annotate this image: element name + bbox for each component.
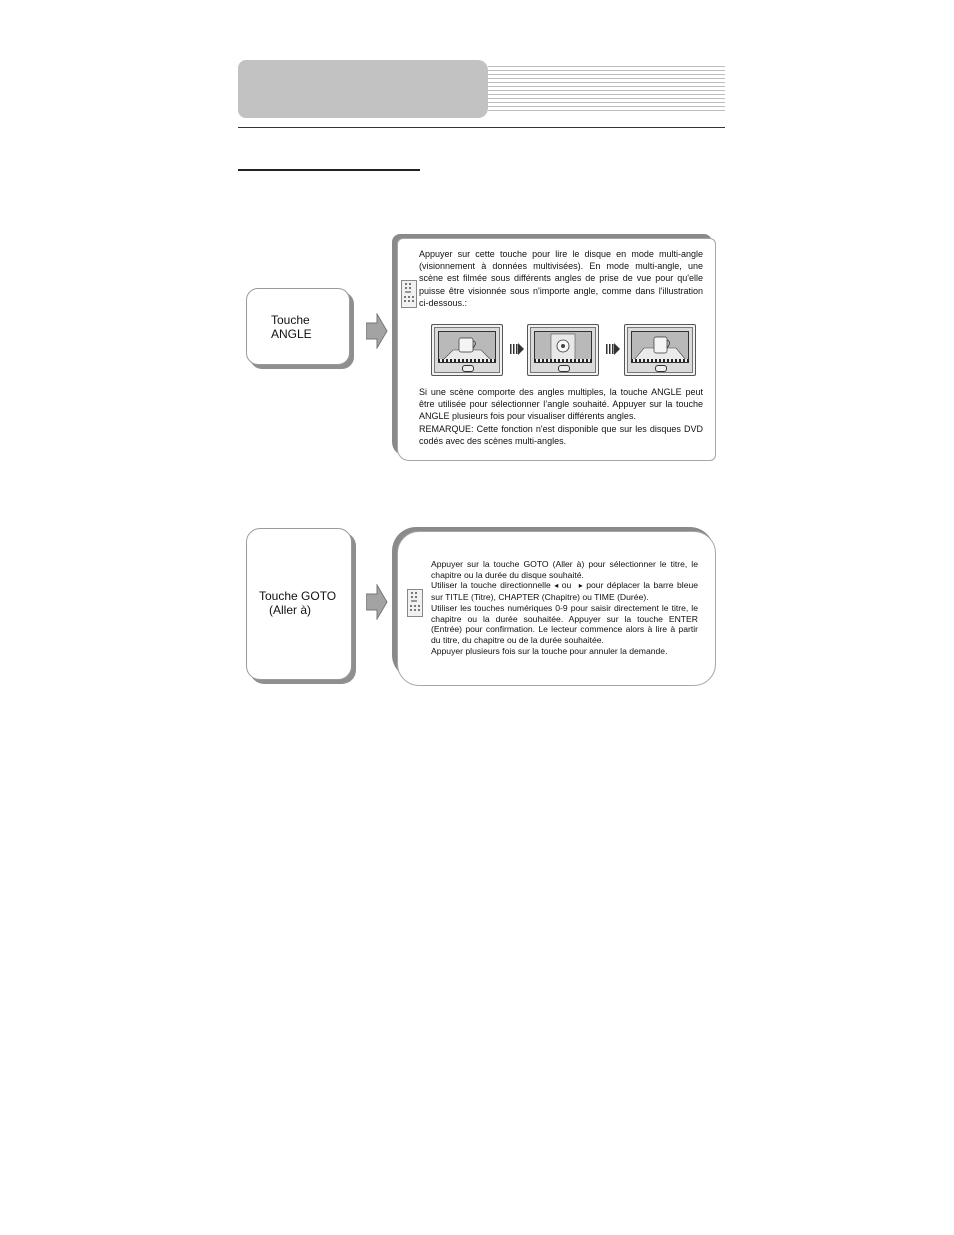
tv-stand [655,365,667,372]
angle-label-box [246,288,350,365]
angle-label-line1: Touche [271,313,310,327]
angle-label-text [271,313,312,341]
double-chevron-right-icon [510,343,524,355]
right-arrow-key-icon: ▸ [578,581,583,591]
angle-body-line: Si une scène comporte des angles multiples, la touche ANGLE peut être utilisée pour sélectionner l’angle souhaité. Appuyer sur la touche ANGLE plusieurs fois pour visualiser différents angles. [419,387,703,422]
section-underline [238,169,420,171]
angle-body-text [419,386,703,447]
left-arrow-key-icon: ◂ [554,581,559,591]
tv-angle-1 [431,324,503,376]
goto-p2-before: Utiliser la touche directionnelle [431,580,551,591]
angle-intro-text: Appuyer sur cette touche pour lire le disque en mode multi-angle (visionnement à données multivisées). En mode multi-angle, une scène est filmée sous différents angles de prise de vue pour qu'elle puisse être visionnée sous n'importe angle, comme dans l'illustration ci-dessous.: [419,249,703,308]
goto-p2-ou: ou [561,580,572,591]
tv-bar [534,359,592,362]
angle-content-box [397,238,716,461]
double-chevron-right-icon [606,343,620,355]
tv-angle-2 [527,324,599,376]
angle-body-line: REMARQUE: Cette fonction n'est disponible que sur les disques DVD codés avec des scènes multi-angles. [419,423,703,446]
tv-angle-3 [624,324,696,376]
remote-control-icon [401,280,417,308]
goto-text [431,559,698,656]
angle-label-line2: ANGLE [271,327,312,341]
remote-control-icon [407,589,423,617]
tv-bar [438,359,496,362]
header-stripes [488,66,725,114]
goto-paragraph-3: Utiliser les touches numériques 0-9 pour saisir directement le titre, le chapitre ou la durée souhaitée. Appuyer sur la touche ENTER (Entrée) pour confirmation. Le lecteur commence alors à lire à partir du titre, du chapitre ou de la durée souhaitée. [431,602,698,645]
goto-paragraph-4: Appuyer plusieurs fois sur la touche pour annuler la demande. [431,645,668,656]
goto-label-line2: (Aller à) [269,603,312,617]
goto-paragraph-1: Appuyer sur la touche GOTO (Aller à) pour sélectionner le titre, le chapitre ou la durée du disque souhaité. [431,559,698,580]
goto-label-box [246,528,352,680]
tv-stand [462,365,474,372]
right-arrow-icon [366,584,388,620]
goto-label-line1: Touche GOTO [259,589,337,603]
goto-paragraph-2 [431,580,698,602]
tv-bar [631,359,689,362]
header-rule [238,127,725,128]
header-tab [238,60,488,118]
goto-p2-after: pour déplacer la barre bleue sur TITLE (Titre), CHAPTER (Chapitre) ou TIME (Durée). [431,580,699,603]
right-arrow-icon [366,313,388,349]
tv-stand [558,365,570,372]
goto-content-box [397,531,716,686]
goto-label-text [259,589,349,617]
